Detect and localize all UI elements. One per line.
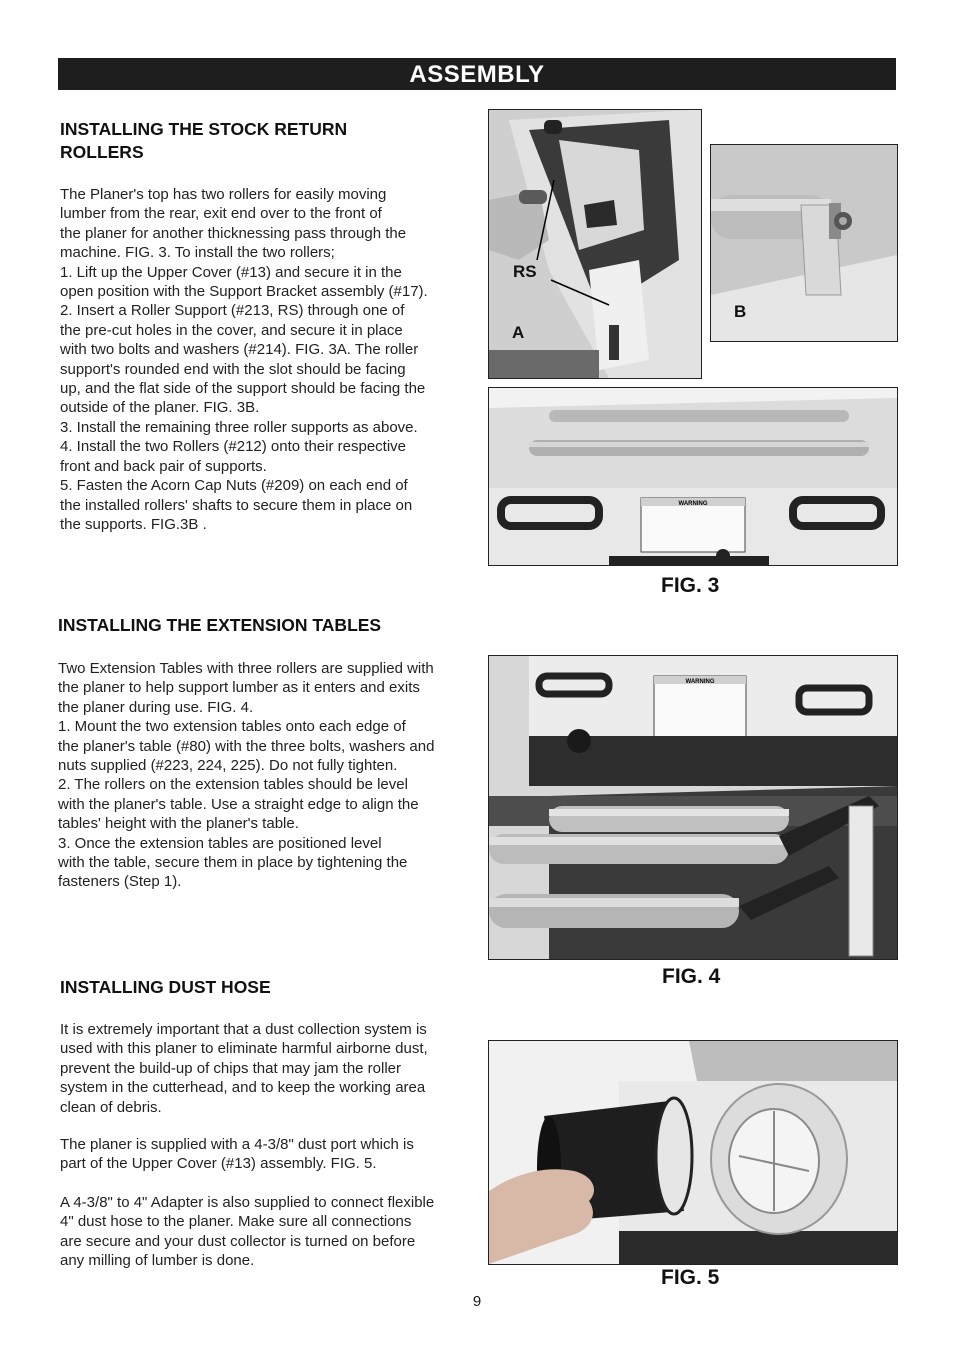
dust-heading: INSTALLING DUST HOSE	[60, 977, 271, 997]
fig4-photo	[488, 655, 898, 960]
fig3-caption: FIG. 3	[661, 574, 720, 597]
rollers-instructions	[60, 185, 470, 534]
label-b: B	[734, 302, 747, 321]
rollers-heading-line2: ROLLERS	[60, 142, 144, 162]
text-line: part of the Upper Cover (#13) assembly. FIG. 5.	[60, 1155, 377, 1173]
text-line: prevent the build-up of chips that may jam the roller	[60, 1059, 402, 1077]
text-line: the planer during use. FIG. 4.	[58, 698, 254, 716]
label-a: A	[512, 323, 525, 342]
text-line: 4" dust hose to the planer. Make sure all connections	[60, 1213, 412, 1231]
text-line: any milling of lumber is done.	[60, 1252, 255, 1270]
rollers-heading	[60, 118, 347, 164]
text-line: nuts supplied (#223, 224, 225). Do not fully tighten.	[58, 757, 398, 775]
text-line: 1. Mount the two extension tables onto each edge of	[58, 718, 406, 736]
text-line: support's rounded end with the slot should be facing	[60, 360, 406, 378]
text-line: 3. Once the extension tables are positioned level	[58, 834, 382, 852]
extension-instructions	[58, 659, 470, 892]
fig3-photo	[488, 387, 898, 566]
fig5-caption: FIG. 5	[661, 1266, 720, 1289]
text-line: 3. Install the remaining three roller supports as above.	[60, 418, 418, 436]
text-line: with the table, secure them in place by tightening the	[58, 854, 408, 872]
page-number: 9	[472, 1293, 482, 1310]
label-rs: RS	[513, 262, 537, 281]
fig3a-photo	[488, 109, 702, 379]
text-line: with the planer's table. Use a straight edge to align the	[58, 795, 419, 813]
text-line: Two Extension Tables with three rollers are supplied with	[58, 660, 434, 677]
text-line: the pre-cut holes in the cover, and secure it in place	[60, 321, 403, 339]
text-line: open position with the Support Bracket assembly (#17).	[60, 283, 428, 301]
text-line: the installed rollers' shafts to secure them in place on	[60, 496, 413, 514]
text-line: with two bolts and washers (#214). FIG. 3A. The roller	[60, 341, 419, 359]
dust-paragraph-3	[60, 1193, 472, 1271]
text-line: the planer to help support lumber as it enters and exits	[58, 679, 420, 697]
dust-paragraph-1	[60, 1020, 472, 1117]
fig4-caption: FIG. 4	[662, 965, 721, 988]
text-line: used with this planer to eliminate harmful airborne dust,	[60, 1040, 428, 1058]
text-line: 5. Fasten the Acorn Cap Nuts (#209) on each end of	[60, 477, 408, 495]
text-line: A 4-3/8" to 4" Adapter is also supplied to connect flexible	[60, 1194, 435, 1211]
text-line: tables' height with the planer's table.	[58, 815, 299, 833]
text-line: lumber from the rear, exit end over to the front of	[60, 205, 382, 223]
text-line: It is extremely important that a dust collection system is	[60, 1021, 427, 1038]
dust-paragraph-2	[60, 1135, 472, 1174]
text-line: the planer for another thicknessing pass through the	[60, 224, 407, 242]
text-line: fasteners (Step 1).	[58, 873, 182, 891]
text-line: 2. The rollers on the extension tables should be level	[58, 776, 408, 794]
text-line: 4. Install the two Rollers (#212) onto their respective	[60, 438, 407, 456]
text-line: clean of debris.	[60, 1098, 162, 1116]
text-line: 2. Insert a Roller Support (#213, RS) through one of	[60, 302, 405, 320]
text-line: are secure and your dust collector is turned on before	[60, 1232, 416, 1250]
text-line: The planer is supplied with a 4-3/8" dust port which is	[60, 1136, 414, 1153]
section-banner: ASSEMBLY	[58, 58, 896, 90]
text-line: outside of the planer. FIG. 3B.	[60, 399, 260, 417]
text-line: system in the cutterhead, and to keep the working area	[60, 1079, 426, 1097]
fig3-warning-text: WARNING	[678, 501, 708, 507]
text-line: the supports. FIG.3B .	[60, 515, 207, 533]
fig3b-photo	[710, 144, 898, 342]
text-line: The Planer's top has two rollers for easily moving	[60, 186, 387, 203]
text-line: 1. Lift up the Upper Cover (#13) and secure it in the	[60, 263, 402, 281]
text-line: machine. FIG. 3. To install the two rollers;	[60, 244, 335, 262]
fig5-photo	[488, 1040, 898, 1265]
text-line: up, and the flat side of the support should be facing the	[60, 380, 426, 398]
extension-heading: INSTALLING THE EXTENSION TABLES	[58, 615, 382, 635]
text-line: front and back pair of supports.	[60, 457, 267, 475]
fig4-warning-text: WARNING	[685, 679, 715, 685]
text-line: the planer's table (#80) with the three bolts, washers and	[58, 737, 435, 755]
rollers-heading-line1: INSTALLING THE STOCK RETURN	[60, 119, 348, 139]
